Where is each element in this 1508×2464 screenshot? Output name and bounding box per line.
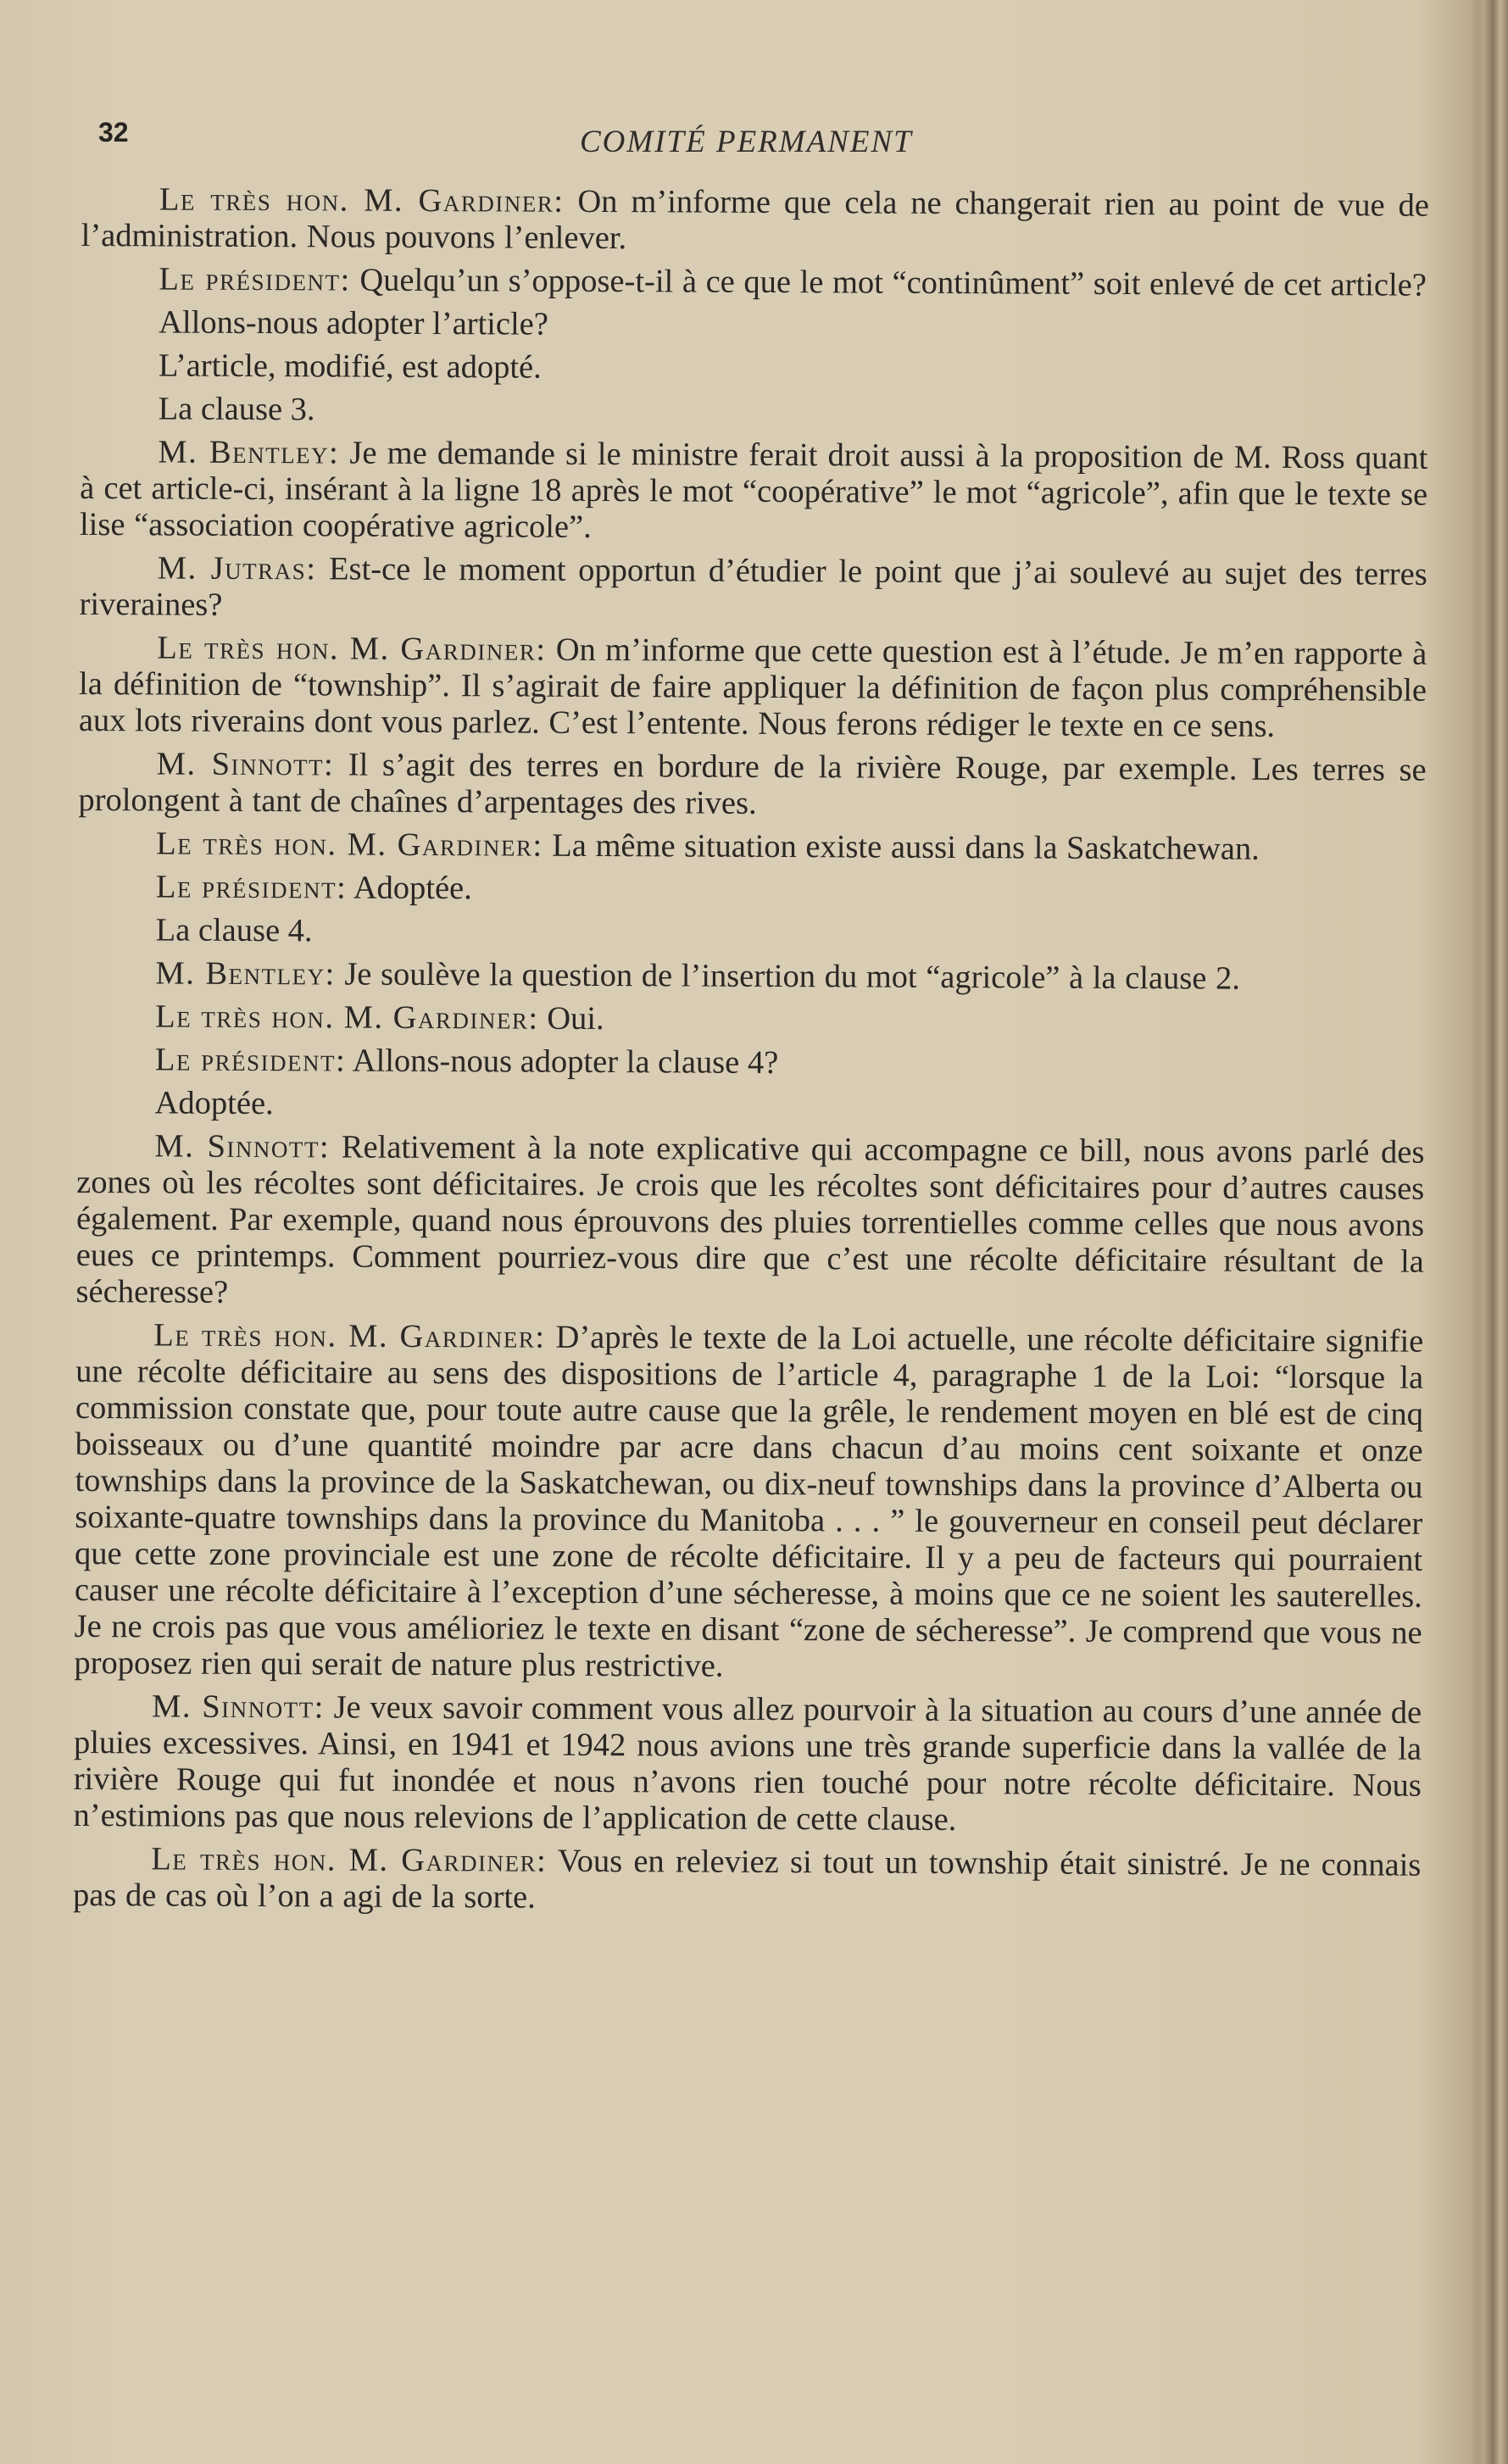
paragraph (78, 826, 1426, 869)
paragraph (81, 181, 1429, 261)
speaker: Le très hon. M. Gardiner: (155, 998, 539, 1037)
speaker: M. Jutras: (157, 550, 317, 587)
speaker: Le président: (155, 869, 348, 906)
paragraph (77, 998, 1425, 1042)
speaker: Le très hon. M. Gardiner: (153, 1317, 546, 1355)
speaker: Le très hon. M. Gardiner: (157, 630, 547, 668)
paragraph-text: On m’informe que cette question est à l’étude. Je m’en rapporte à la définition de “township”. Il s’agirait de faire appliquer la définition de façon plus compréhensible aux lots riverains dont vous parlez. C’est l’entente. Nous ferons rédiger le texte en ce sens. (78, 631, 1427, 744)
paragraph (74, 1317, 1423, 1688)
paragraph-text: Adoptée. (347, 870, 472, 907)
speaker: M. Bentley: (155, 955, 336, 993)
paragraph-text: Relativement à la note explicative qui accompagne ce bill, nous avons parlé des zones où les récoltes sont déficitaires. Je crois que les récoltes sont déficitaires pour d’autres causes également. Par exemple, quand nous éprouvons des pluies torrentielles comme celles que nous avons eues ce printemps. Comment pourriez-vous dire que c’est une récolte déficitaire résultant de la sécheresse? (75, 1129, 1425, 1310)
paragraph-text: L’article, modifié, est adopté. (158, 348, 542, 386)
paragraph (81, 261, 1428, 304)
speaker: Le président: (159, 261, 351, 298)
paragraph (80, 434, 1428, 550)
paragraph (73, 1688, 1422, 1841)
paragraph-text: Allons-nous adopter l’article? (159, 304, 549, 342)
speaker: Le très hon. M. Gardiner: (151, 1841, 548, 1879)
paragraph (81, 304, 1428, 348)
page-edge-shadow (1471, 0, 1508, 2464)
paragraph-text: Adoptée. (154, 1085, 274, 1122)
speaker: Le très hon. M. Gardiner: (159, 181, 565, 220)
paragraph (79, 630, 1427, 746)
speaker: M. Sinnott: (152, 1688, 325, 1726)
paragraph-text: Je soulève la question de l’insertion du mot “agricole” à la clause 2. (335, 956, 1240, 997)
paragraph-text: Vous en releviez si tout un township était sinistré. Je ne connais pas de cas où l’on a agi de la sorte. (73, 1843, 1422, 1916)
paragraph (75, 1128, 1424, 1317)
paragraph-text: La clause 4. (155, 912, 313, 949)
paragraph-text: Je veux savoir comment vous allez pourvoir à la situation au cours d’une année de pluies excessives. Ainsi, en 1941 et 1942 nous avions une très grande superficie dans la vallée de la rivière Rouge qui fut inondée et nous n’avons rien touché pour notre récolte déficitaire. Nous n’estimions pas que nous relevions de l’application de cette clause. (73, 1689, 1422, 1838)
paragraph (79, 550, 1427, 630)
transcript-body (73, 181, 1429, 1927)
speaker: Le très hon. M. Gardiner: (156, 826, 543, 864)
paragraph-text: La même situation existe aussi dans la Saskatchewan. (543, 827, 1260, 867)
paragraph-text: On m’informe que cela ne changerait rien au point de vue de l’administration. Nous pouvons l’enlever. (81, 183, 1429, 257)
paragraph (73, 1841, 1421, 1921)
paragraph-text: Est-ce le moment opportun d’étudier le point que j’ai soulevé au sujet des terres riveraines? (79, 551, 1427, 623)
speaker: M. Sinnott: (154, 1128, 331, 1165)
paragraph (78, 746, 1426, 826)
paragraph-text: La clause 3. (158, 391, 315, 428)
paragraph (81, 348, 1428, 391)
page-number: 32 (98, 117, 129, 147)
speaker: M. Sinnott: (156, 746, 335, 783)
paragraph (78, 912, 1426, 955)
paragraph (78, 869, 1426, 912)
paragraph-text: D’après le texte de la Loi actuelle, une récolte déficitaire signifie une récolte déficitaire au sens des dispositions de l’article 4, paragraphe 1 de la Loi: “lorsque la commission constate que, pour toute autre cause que la grêle, le rendement moyen en blé est de cinq boisseaux ou d’une quantité moindre par acre dans chacun d’au moins cent soixante et onze townships dans la province de la Saskatchewan, ou dix-neuf townships dans la province d’Alberta ou soixante-quatre townships dans la province du Manitoba . . . ” le gouverneur en conseil peut déclarer que cette zone provinciale est une zone de récolte déficitaire. Il y a peu de facteurs qui pourraient causer une récolte déficitaire à l’exception d’une sécheresse, à moins que ce ne soient les sauterelles. Je ne crois pas que vous amélioriez le texte en disant “zone de sécheresse”. Je comprend que vous ne proposez rien qui serait de nature plus restrictive. (74, 1319, 1424, 1684)
paragraph-text: Quelqu’un s’oppose-t-il à ce que le mot “continûment” soit enlevé de cet article? (350, 262, 1427, 303)
paragraph (77, 1042, 1425, 1085)
speaker: M. Bentley: (158, 434, 340, 471)
paragraph-text: Oui. (538, 1000, 604, 1037)
paragraph-text: Je me demande si le ministre ferait droit aussi à la proposition de M. Ross quant à cet article-ci, insérant à la ligne 18 après le mot “coopérative” le mot “agricole”, afin que le texte se lise “association coopérative agricole”. (79, 435, 1428, 545)
paragraph (77, 1085, 1425, 1128)
running-title: COMITÉ PERMANENT (580, 125, 913, 159)
paragraph (81, 391, 1428, 434)
paragraph-text: Il s’agit des terres en bordure de la rivière Rouge, par exemple. Les terres se prolongent à tant de chaînes d’arpentages des rives. (78, 747, 1427, 821)
paragraph (77, 955, 1425, 998)
speaker: Le président: (154, 1042, 347, 1079)
paragraph-text: Allons-nous adopter la clause 4? (346, 1043, 779, 1082)
